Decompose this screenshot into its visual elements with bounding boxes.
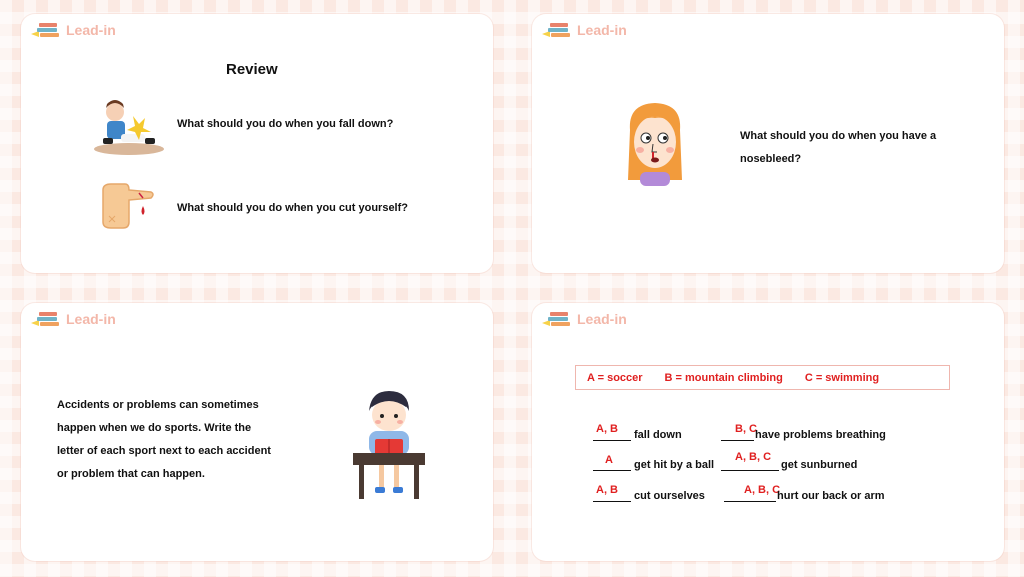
fall-down-illustration (93, 94, 167, 158)
answer-blank (724, 501, 776, 502)
sport-key-box (575, 365, 950, 390)
books-icon (31, 309, 61, 329)
lead-in-header (31, 19, 116, 41)
key-swimming: C = swimming (804, 371, 880, 384)
lead-in-label: Lead-in (66, 22, 116, 38)
nosebleed-question (740, 125, 936, 171)
slide-nosebleed (532, 14, 1004, 273)
slide-instructions (21, 303, 493, 561)
answer-text: A, B, C (744, 484, 781, 496)
review-title: Review (226, 61, 278, 78)
slide-review (21, 14, 493, 273)
question-line: What should you do when you have a (740, 130, 937, 142)
lead-in-header (31, 308, 116, 330)
instruction-line: letter of each sport next to each accident (57, 445, 271, 457)
key-mountain-climbing: B = mountain climbing (664, 371, 783, 384)
girl-nosebleed-illustration (622, 100, 688, 188)
answer-blank (593, 440, 631, 441)
question-line: nosebleed? (740, 153, 802, 165)
answer-text: B, C (735, 423, 757, 435)
item-text: get hit by a ball (634, 459, 715, 471)
answer-text: A (605, 454, 613, 466)
answer-text: A, B (596, 484, 618, 496)
instruction-line: Accidents or problems can sometimes (57, 399, 259, 411)
instructions-paragraph (57, 394, 271, 486)
item-text: fall down (634, 429, 682, 441)
item-text: have problems breathing (755, 429, 886, 441)
item-text: hurt our back or arm (777, 490, 885, 502)
lead-in-label: Lead-in (577, 311, 627, 327)
answer-blank (721, 440, 754, 441)
answer-blank (593, 470, 631, 471)
item-text: cut ourselves (634, 490, 705, 502)
books-icon (542, 20, 572, 40)
answer-text: A, B, C (735, 451, 772, 463)
lead-in-label: Lead-in (577, 22, 627, 38)
question-cut-yourself: What should you do when you cut yourself? (177, 202, 408, 214)
cut-finger-illustration (99, 182, 157, 232)
lead-in-header (542, 19, 627, 41)
boy-reading-illustration (351, 389, 427, 501)
answer-blank (721, 470, 779, 471)
slide-exercise (532, 303, 1004, 561)
instruction-line: or problem that can happen. (57, 468, 205, 480)
lead-in-header (542, 308, 627, 330)
instruction-line: happen when we do sports. Write the (57, 422, 252, 434)
books-icon (542, 309, 572, 329)
key-soccer: A = soccer (587, 371, 643, 384)
answer-text: A, B (596, 423, 618, 435)
lead-in-label: Lead-in (66, 311, 116, 327)
question-fall-down: What should you do when you fall down? (177, 118, 394, 130)
answer-blank (593, 501, 631, 502)
books-icon (31, 20, 61, 40)
item-text: get sunburned (781, 459, 858, 471)
